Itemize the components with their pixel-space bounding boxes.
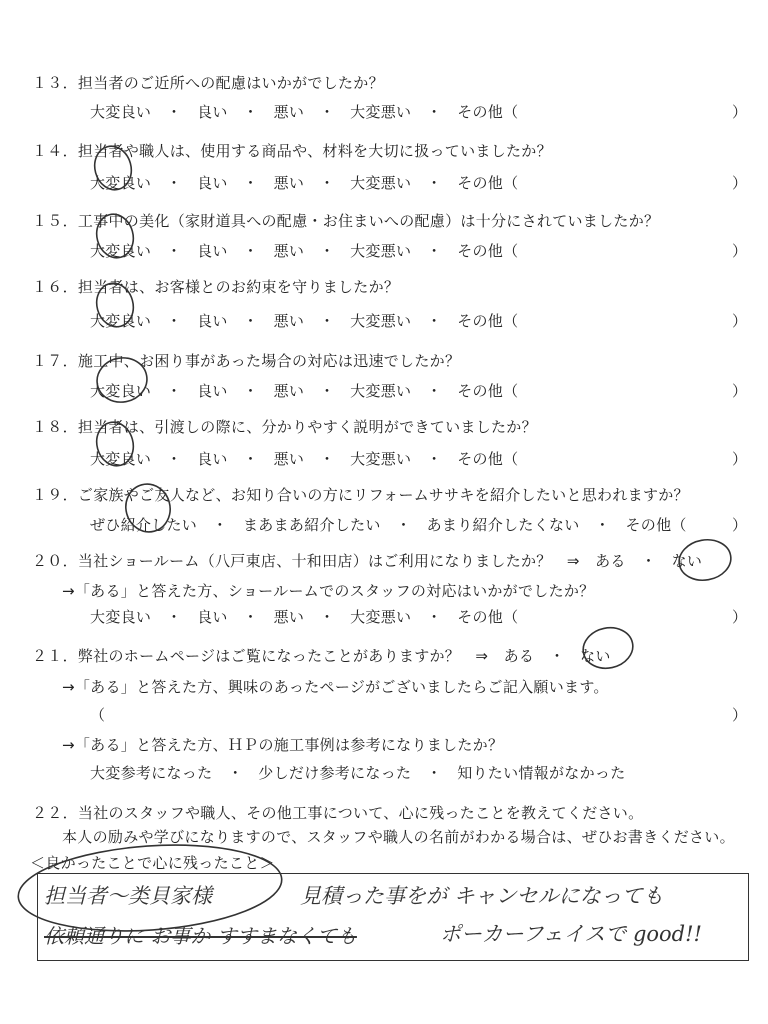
options-19: ぜひ紹介したい ・ まあまあ紹介したい ・ あまり紹介したくない ・ その他（ [90,516,687,534]
options-18: 大変良い ・ 良い ・ 悪い ・ 大変悪い ・ その他（ [90,450,519,468]
paren-close-13: ） [732,103,748,121]
paren-close-15: ） [732,242,748,260]
paren-close-17: ） [732,382,748,400]
options-17: 大変良い ・ 良い ・ 悪い ・ 大変悪い ・ その他（ [90,382,519,400]
question-18: １８．担当者は、引渡しの際に、分かりやすく説明ができていましたか？ [32,418,537,436]
handwritten-line2-struck: 依頼通りに お事か すすまなくても [44,924,357,948]
options-21: 大変参考になった ・ 少しだけ参考になった ・ 知りたい情報がなかった [90,764,626,782]
comment-label: ＜良かったことで心に残ったこと＞ [30,854,275,872]
options-14: 大変良い ・ 良い ・ 悪い ・ 大変悪い ・ その他（ [90,174,519,192]
paren-close-21: ） [732,706,748,724]
options-15: 大変良い ・ 良い ・ 悪い ・ 大変悪い ・ その他（ [90,242,519,260]
options-13: 大変良い ・ 良い ・ 悪い ・ 大変悪い ・ その他（ [90,103,519,121]
question-21-sub2: →「ある」と答えた方、ＨＰの施工事例は参考になりましたか？ [62,736,504,754]
question-17: １７．施工中、お困り事があった場合の対応は迅速でしたか？ [32,352,461,370]
paren-close-16: ） [732,312,748,330]
options-20: 大変良い ・ 良い ・ 悪い ・ 大変悪い ・ その他（ [90,608,519,626]
paren-open-21: （ [90,706,106,724]
paren-close-14: ） [732,174,748,192]
paren-close-18: ） [732,450,748,468]
question-19: １９．ご家族やご友人など、お知り合いの方にリフォームササキを紹介したいと思われますか？ [32,486,689,504]
question-15: １５．工事中の美化（家財道具への配慮・お住まいへの配慮）は十分にされていましたか？ [32,212,660,230]
question-13: １３．担当者のご近所への配慮はいかがでしたか？ [32,74,384,92]
question-14: １４．担当者や職人は、使用する商品や、材料を大切に扱っていましたか？ [32,142,552,160]
question-20: ２０．当社ショールーム（八戸東店、十和田店）はご利用になりましたか？ ⇒ ある ・ ない [32,552,703,570]
question-16: １６．担当者は、お客様とのお約束を守りましたか？ [32,278,400,296]
question-22-note: 本人の励みや学びになりますので、スタッフや職人の名前がわかる場合は、ぜひお書きください。 [62,828,735,846]
handwritten-line2-b: ポーカーフェイスで good!! [440,922,702,946]
question-21: ２１．弊社のホームページはご覧になったことがありますか？ ⇒ ある ・ ない [32,647,611,665]
handwritten-line1-a: 担当者〜类貝家様 [44,884,212,908]
question-20-sub: →「ある」と答えた方、ショールームでのスタッフの対応はいかがでしたか？ [62,582,595,600]
paren-close-20: ） [732,608,748,626]
question-22: ２２．当社のスタッフや職人、その他工事について、心に残ったことを教えてください。 [32,804,644,822]
options-16: 大変良い ・ 良い ・ 悪い ・ 大変悪い ・ その他（ [90,312,519,330]
question-21-sub1: →「ある」と答えた方、興味のあったページがございましたらご記入願います。 [62,678,609,696]
paren-close-19: ） [732,516,748,534]
handwritten-line1-b: 見積った事をが キャンセルになっても [300,884,664,908]
